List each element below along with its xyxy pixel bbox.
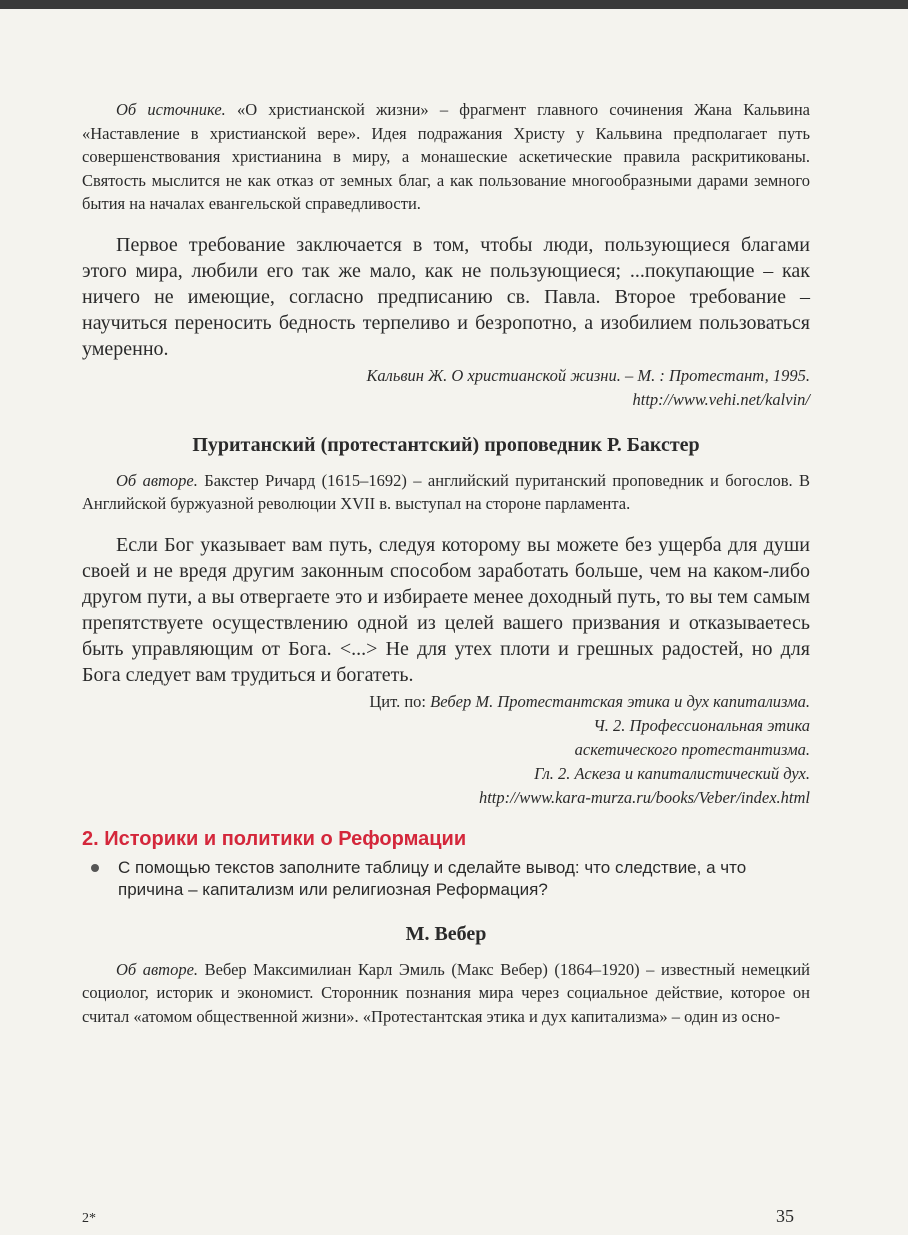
section-title-weber: М. Вебер — [405, 922, 487, 945]
citation-url: http://www.vehi.net/kalvin/ — [632, 389, 810, 409]
citation-url: http://www.kara-murza.ru/books/Veber/index.html — [478, 787, 810, 807]
bullet-icon — [91, 864, 99, 872]
calvin-quote: Первое требование заключается в том, чтобы люди, пользующиеся благами этого мира, любили его так же мало, как не пользующиеся; ...покупающие – как ничего не имеющие, согласно предписанию св. Павла. Второе требование – научиться переносить бедность терпеливо и безропотно, а изобилием пользоваться умеренно. — [82, 233, 810, 360]
baxter-quote: Если Бог указывает вам путь, следуя которому вы можете без ущерба для души своей и не вредя другим законным способом заработать больше, чем на каком-либо другом пути, а вы отвергаете это и избираете менее доходный путь, то вы тем самым препятствуете осуществлению одной из целей вашего призвания и отказываетесь быть управляющим от Бога. <...> Не для утех плоти и грешных радостей, но для Бога следует вам трудиться и богатеть. — [82, 533, 810, 686]
calvin-citation — [82, 364, 810, 412]
section-title-baxter: Пуританский (протестантский) проповедник Р. Бакстер — [192, 433, 700, 456]
citation-line: Ч. 2. Профессиональная этика — [593, 715, 810, 735]
top-edge-bar — [0, 0, 908, 9]
task-item — [82, 857, 810, 901]
citation-prefix: Цит. по: — [369, 691, 431, 711]
task-text: С помощью текстов заполните таблицу и сделайте вывод: что следствие, а что причина – капитализм или религиозная Реформация? — [118, 857, 747, 899]
note-text: «О христианской жизни» – фрагмент главного сочинения Жана Кальвина «Наставление в христианской вере». Идея подражания Христу у Кальвина предполагает путь совершенствования христианина в миру, а монашеские аскетические правила раскритикованы. Святость мыслится не как отказ от земных благ, а как пользование многообразными дарами земного бытия на началах евангельской справедливости. — [82, 100, 810, 213]
note-lead: Об авторе. — [116, 959, 199, 979]
page-number: 35 — [776, 1206, 794, 1226]
note-text: Бакстер Ричард (1615–1692) – английский пуританский проповедник и богослов. В Английской буржуазной революции XVII в. выступал на стороне парламента. — [82, 470, 811, 513]
baxter-citation — [82, 690, 810, 810]
note-lead: Об источнике. — [116, 100, 226, 119]
source-note — [82, 98, 810, 216]
author-note-weber — [82, 958, 810, 1029]
note-lead: Об авторе. — [116, 470, 198, 490]
citation-line: Гл. 2. Аскеза и капиталистический дух. — [534, 763, 810, 783]
note-text: Вебер Максимилиан Карл Эмиль (Макс Вебер) (1864–1920) – известный немецкий социолог, историк и экономист. Сторонник познания мира через социальное действие, которое он считал «атомом общественной жизни». «Протестантская этика и дух капитализма» – один из осно- — [82, 959, 810, 1026]
citation-line: аскетического протестантизма. — [574, 739, 810, 759]
citation-line: Вебер М. Протестантская этика и дух капитализма. — [430, 691, 810, 711]
page-content — [82, 98, 810, 1028]
sheet-mark: 2* — [82, 1211, 96, 1226]
citation-line: Кальвин Ж. О христианской жизни. – М. : Протестант, 1995. — [366, 365, 810, 385]
author-note-baxter — [82, 469, 810, 516]
heading-historians: 2. Историки и политики о Реформации — [82, 827, 467, 850]
